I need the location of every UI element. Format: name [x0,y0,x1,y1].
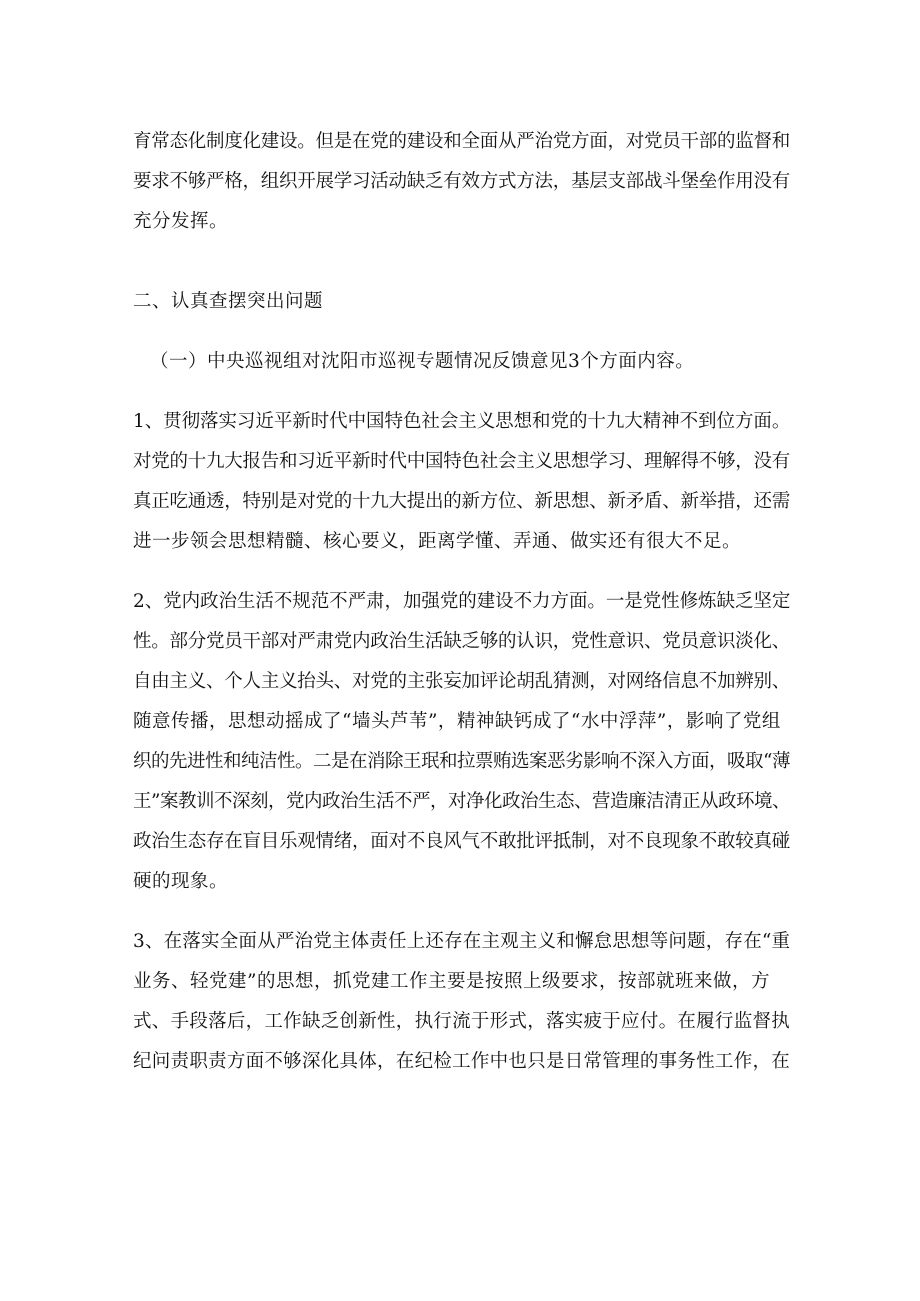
paragraph-line: 育常态化制度化建设。但是在党的建设和全面从严治党方面，对党员干部的监督和 [133,131,791,152]
section-heading: 二、认真查摆突出问题 [133,291,324,312]
paragraph-line: 业务、轻党建”的思想，抓党建工作主要是按照上级要求，按部就班来做，方 [133,971,770,992]
paragraph-line: 织的先进性和纯洁性。二是在消除王珉和拉票贿选案恶劣影响不深入方面，吸取“薄 [133,751,790,772]
paragraph-line: 政治生态存在盲目乐观情绪，面对不良风气不敢批评抵制，对不良现象不敢较真碰 [133,831,791,852]
paragraph-line: 式、手段落后，工作缺乏创新性，执行流于形式，落实疲于应付。在履行监督执 [133,1011,791,1032]
paragraph-line: 纪问责职责方面不够深化具体，在纪检工作中也只是日常管理的事务性工作，在 [133,1051,791,1072]
paragraph-line: 真正吃通透，特别是对党的十九大提出的新方位、新思想、新矛盾、新举措，还需 [133,491,791,512]
paragraph-line: 对党的十九大报告和习近平新时代中国特色社会主义思想学习、理解得不够，没有 [133,451,791,472]
paragraph-line: 2、党内政治生活不规范不严肃，加强党的建设不力方面。一是党性修炼缺乏坚定 [133,591,791,612]
paragraph-line: 要求不够严格，组织开展学习活动缺乏有效方式方法，基层支部战斗堡垒作用没有 [133,171,791,192]
paragraph-line: 硬的现象。 [133,871,229,892]
paragraph-line: 1、贯彻落实习近平新时代中国特色社会主义思想和党的十九大精神不到位方面。 [133,411,791,432]
paragraph-line: 性。部分党员干部对严肃党内政治生活缺乏够的认识，党性意识、党员意识淡化、 [133,631,791,652]
paragraph-line: 自由主义、个人主义抬头、对党的主张妄加评论胡乱猜测，对网络信息不加辨别、 [133,671,791,692]
subsection-heading: （一）中央巡视组对沈阳市巡视专题情况反馈意见3个方面内容。 [150,351,695,372]
paragraph-line: 充分发挥。 [133,211,229,232]
paragraph-line: 随意传播，思想动摇成了“墙头芦苇”，精神缺钙成了“水中浮萍”，影响了党组 [133,711,781,732]
paragraph-line: 进一步领会思想精髓、核心要义，距离学懂、弄通、做实还有很大不足。 [133,531,742,552]
paragraph-line: 3、在落实全面从严治党主体责任上还存在主观主义和懈怠思想等问题，存在“重 [133,931,791,952]
paragraph-line: 王”案教训不深刻，党内政治生活不严，对净化政治生态、营造廉洁清正从政环境、 [133,791,790,812]
